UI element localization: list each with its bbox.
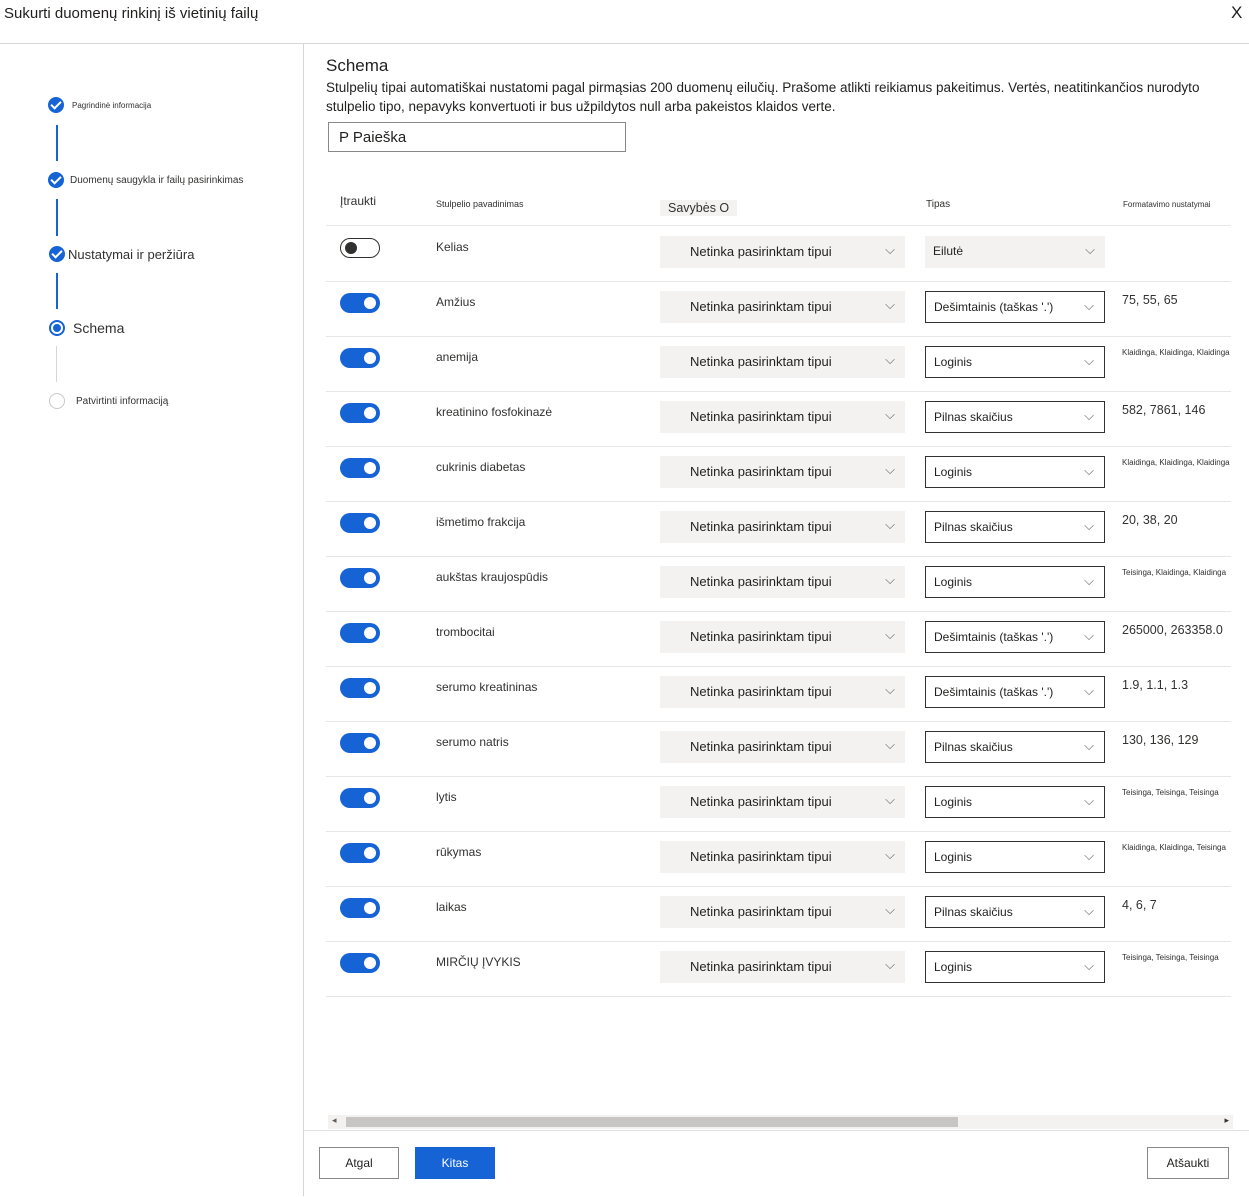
format-preview: Klaidinga, Klaidinga, Klaidinga xyxy=(1122,458,1230,467)
properties-value: Netinka pasirinktam tipui xyxy=(690,574,832,589)
chevron-down-icon: ⌵ xyxy=(885,242,895,257)
header-include: Įtraukti xyxy=(340,194,377,208)
table-row xyxy=(326,831,1231,887)
step-connector xyxy=(56,125,58,161)
table-row xyxy=(326,391,1231,447)
properties-value: Netinka pasirinktam tipui xyxy=(690,739,832,754)
table-row xyxy=(326,666,1231,722)
chevron-down-icon: ⌵ xyxy=(1084,793,1094,808)
current-step-icon xyxy=(49,320,65,336)
table-row xyxy=(326,226,1231,282)
table-row xyxy=(326,941,1231,997)
next-button[interactable]: Kitas xyxy=(415,1147,495,1179)
search-input[interactable]: P Paieška xyxy=(328,122,626,152)
check-icon xyxy=(48,97,64,113)
column-name: aukštas kraujospūdis xyxy=(436,570,549,584)
scroll-right-icon[interactable]: ▸ xyxy=(1224,1115,1229,1125)
column-name: kreatinino fosfokinazė xyxy=(436,405,553,419)
chevron-down-icon: ⌵ xyxy=(885,352,895,367)
format-preview: Teisinga, Teisinga, Teisinga xyxy=(1122,953,1219,962)
type-value: Dešimtainis (taškas '.') xyxy=(934,685,1054,699)
column-name: Amžius xyxy=(436,295,476,309)
format-preview: 75, 55, 65 xyxy=(1122,293,1178,307)
type-dropdown[interactable] xyxy=(925,841,1105,873)
table-row xyxy=(326,776,1231,832)
chevron-down-icon: ⌵ xyxy=(885,517,895,532)
type-value: Loginis xyxy=(934,355,973,369)
type-dropdown[interactable] xyxy=(925,346,1105,378)
type-value: Pilnas skaičius xyxy=(934,740,1013,754)
type-dropdown[interactable] xyxy=(925,731,1105,763)
type-value: Loginis xyxy=(934,960,973,974)
include-toggle[interactable] xyxy=(340,623,380,643)
properties-value: Netinka pasirinktam tipui xyxy=(690,849,832,864)
type-value: Eilutė xyxy=(933,244,964,258)
type-dropdown[interactable] xyxy=(925,896,1105,928)
column-name: išmetimo frakcija xyxy=(436,515,526,529)
properties-dropdown[interactable] xyxy=(660,951,905,983)
header-column-name: Stulpelio pavadinimas xyxy=(436,199,524,209)
type-dropdown[interactable] xyxy=(925,511,1105,543)
dialog-title: Sukurti duomenų rinkinį iš vietinių failų xyxy=(4,5,259,22)
chevron-down-icon: ⌵ xyxy=(1084,848,1094,863)
table-row xyxy=(326,336,1231,392)
table-row xyxy=(326,556,1231,612)
step-confirm xyxy=(49,393,168,409)
type-dropdown[interactable] xyxy=(925,951,1105,983)
properties-dropdown[interactable] xyxy=(660,346,905,378)
type-dropdown[interactable] xyxy=(925,676,1105,708)
chevron-down-icon: ⌵ xyxy=(885,957,895,972)
chevron-down-icon: ⌵ xyxy=(885,627,895,642)
chevron-down-icon: ⌵ xyxy=(1084,683,1094,698)
pending-step-icon xyxy=(49,393,65,409)
step-datastore xyxy=(48,172,243,188)
chevron-down-icon: ⌵ xyxy=(885,847,895,862)
properties-dropdown[interactable] xyxy=(660,841,905,873)
column-name: cukrinis diabetas xyxy=(436,460,526,474)
properties-dropdown[interactable] xyxy=(660,511,905,543)
include-toggle[interactable] xyxy=(340,403,380,423)
format-preview: 1.9, 1.1, 1.3 xyxy=(1122,678,1189,692)
properties-dropdown[interactable] xyxy=(660,731,905,763)
include-toggle[interactable] xyxy=(340,293,380,313)
format-preview: 130, 136, 129 xyxy=(1122,733,1199,747)
format-preview: 4, 6, 7 xyxy=(1122,898,1157,912)
chevron-down-icon: ⌵ xyxy=(885,902,895,917)
format-preview: 582, 7861, 146 xyxy=(1122,403,1206,417)
column-name: Kelias xyxy=(436,240,469,254)
step-schema xyxy=(49,320,124,336)
include-toggle[interactable] xyxy=(340,733,380,753)
header-properties[interactable]: Savybės O xyxy=(660,200,737,216)
wizard-steps xyxy=(0,44,304,1196)
properties-value: Netinka pasirinktam tipui xyxy=(690,629,832,644)
step-label: Schema xyxy=(73,320,125,336)
type-dropdown[interactable] xyxy=(925,621,1105,653)
dialog-titlebar xyxy=(0,0,1249,44)
column-name: trombocitai xyxy=(436,625,495,639)
chevron-down-icon: ⌵ xyxy=(885,572,895,587)
dialog-footer xyxy=(304,1130,1249,1197)
column-name: anemija xyxy=(436,350,479,364)
chevron-down-icon: ⌵ xyxy=(1084,408,1094,423)
properties-value: Netinka pasirinktam tipui xyxy=(690,519,832,534)
format-preview: Klaidinga, Klaidinga, Klaidinga xyxy=(1122,348,1230,357)
schema-description: Stulpelių tipai automatiškai nustatomi pagal pirmąsias 200 duomenų eilučių. Prašome atlikti reikiamus pakeitimus. Vertės, neatitinkančios nurodyto stulpelio tipo, nepavyks konvertuoti ir bus užpildytos null arba pakeistos klaidos verte. xyxy=(326,80,1200,114)
properties-value: Netinka pasirinktam tipui xyxy=(690,354,832,369)
format-preview: 265000, 263358.0 xyxy=(1122,623,1223,637)
step-label: Nustatymai ir peržiūra xyxy=(68,246,195,262)
properties-dropdown[interactable] xyxy=(660,676,905,708)
properties-value: Netinka pasirinktam tipui xyxy=(690,299,832,314)
type-value: Pilnas skaičius xyxy=(934,520,1013,534)
chevron-down-icon: ⌵ xyxy=(1084,958,1094,973)
type-dropdown[interactable] xyxy=(925,456,1105,488)
include-toggle[interactable] xyxy=(340,953,380,973)
type-value: Loginis xyxy=(934,850,973,864)
chevron-down-icon: ⌵ xyxy=(1084,628,1094,643)
chevron-down-icon: ⌵ xyxy=(885,792,895,807)
column-name: MIRČIŲ ĮVYKIS xyxy=(436,955,521,969)
back-button[interactable]: Atgal xyxy=(319,1147,399,1179)
include-toggle[interactable] xyxy=(340,843,380,863)
column-name: rūkymas xyxy=(436,845,482,859)
include-toggle[interactable] xyxy=(340,568,380,588)
properties-value: Netinka pasirinktam tipui xyxy=(690,794,832,809)
format-preview: 20, 38, 20 xyxy=(1122,513,1178,527)
format-preview: Teisinga, Teisinga, Teisinga xyxy=(1122,788,1219,797)
table-row xyxy=(326,281,1231,337)
chevron-down-icon: ⌵ xyxy=(1084,518,1094,533)
properties-value: Netinka pasirinktam tipui xyxy=(690,959,832,974)
properties-dropdown[interactable] xyxy=(660,621,905,653)
column-name: lytis xyxy=(436,790,457,804)
type-value: Pilnas skaičius xyxy=(934,905,1013,919)
type-dropdown[interactable] xyxy=(925,401,1105,433)
scroll-left-icon[interactable]: ◂ xyxy=(332,1115,337,1125)
chevron-down-icon: ⌵ xyxy=(885,407,895,422)
chevron-down-icon: ⌵ xyxy=(885,462,895,477)
properties-dropdown[interactable] xyxy=(660,896,905,928)
properties-dropdown[interactable] xyxy=(660,456,905,488)
properties-dropdown[interactable] xyxy=(660,786,905,818)
scrollbar-thumb[interactable] xyxy=(346,1117,958,1127)
header-format: Formatavimo nustatymai xyxy=(1123,200,1211,209)
step-label: Duomenų saugykla ir failų pasirinkimas xyxy=(70,174,244,186)
table-row xyxy=(326,611,1231,667)
header-type: Tipas xyxy=(926,199,951,210)
table-row xyxy=(326,501,1231,557)
properties-value: Netinka pasirinktam tipui xyxy=(690,409,832,424)
type-dropdown[interactable] xyxy=(925,566,1105,598)
step-label: Pagrindinė informacija xyxy=(72,100,152,110)
close-icon[interactable]: X xyxy=(1231,3,1243,22)
column-name: laikas xyxy=(436,900,467,914)
horizontal-scrollbar[interactable] xyxy=(328,1115,1233,1129)
check-icon xyxy=(49,246,65,262)
type-value: Loginis xyxy=(934,795,973,809)
step-connector xyxy=(56,199,58,236)
properties-dropdown[interactable] xyxy=(660,401,905,433)
properties-dropdown[interactable] xyxy=(660,236,905,268)
type-dropdown[interactable] xyxy=(925,236,1105,268)
format-preview: Teisinga, Klaidinga, Klaidinga xyxy=(1122,568,1227,577)
chevron-down-icon: ⌵ xyxy=(885,737,895,752)
table-row xyxy=(326,886,1231,942)
page-title: Schema xyxy=(326,56,389,75)
column-name: serumo natris xyxy=(436,735,509,749)
chevron-down-icon: ⌵ xyxy=(885,297,895,312)
table-row xyxy=(326,446,1231,502)
chevron-down-icon: ⌵ xyxy=(1084,573,1094,588)
properties-value: Netinka pasirinktam tipui xyxy=(690,464,832,479)
step-connector xyxy=(56,273,58,309)
include-toggle[interactable] xyxy=(340,513,380,533)
format-preview: Klaidinga, Klaidinga, Teisinga xyxy=(1122,843,1226,852)
cancel-button[interactable]: Atšaukti xyxy=(1147,1147,1229,1179)
include-toggle[interactable] xyxy=(340,348,380,368)
properties-value: Netinka pasirinktam tipui xyxy=(690,244,832,259)
type-value: Loginis xyxy=(934,465,973,479)
properties-dropdown[interactable] xyxy=(660,291,905,323)
step-connector xyxy=(56,346,57,382)
table-row xyxy=(326,721,1231,777)
properties-value: Netinka pasirinktam tipui xyxy=(690,684,832,699)
include-toggle[interactable] xyxy=(340,678,380,698)
chevron-down-icon: ⌵ xyxy=(1084,738,1094,753)
include-toggle[interactable] xyxy=(340,458,380,478)
chevron-down-icon: ⌵ xyxy=(1084,463,1094,478)
type-dropdown[interactable] xyxy=(925,291,1105,323)
chevron-down-icon: ⌵ xyxy=(1084,353,1094,368)
step-label: Patvirtinti informaciją xyxy=(76,395,169,407)
chevron-down-icon: ⌵ xyxy=(885,682,895,697)
chevron-down-icon: ⌵ xyxy=(1084,298,1094,313)
type-dropdown[interactable] xyxy=(925,786,1105,818)
include-toggle[interactable] xyxy=(340,898,380,918)
include-toggle[interactable] xyxy=(340,788,380,808)
type-value: Dešimtainis (taškas '.') xyxy=(934,630,1054,644)
properties-dropdown[interactable] xyxy=(660,566,905,598)
type-value: Dešimtainis (taškas '.') xyxy=(934,300,1054,314)
check-icon xyxy=(48,172,64,188)
type-value: Loginis xyxy=(934,575,973,589)
step-settings-preview xyxy=(49,246,194,262)
type-value: Pilnas skaičius xyxy=(934,410,1013,424)
schema-panel xyxy=(304,44,1249,1196)
chevron-down-icon: ⌵ xyxy=(1084,903,1094,918)
include-toggle[interactable] xyxy=(340,238,380,258)
column-name: serumo kreatininas xyxy=(436,680,538,694)
chevron-down-icon: ⌵ xyxy=(1085,242,1095,257)
step-basic-info xyxy=(48,97,151,113)
properties-value: Netinka pasirinktam tipui xyxy=(690,904,832,919)
